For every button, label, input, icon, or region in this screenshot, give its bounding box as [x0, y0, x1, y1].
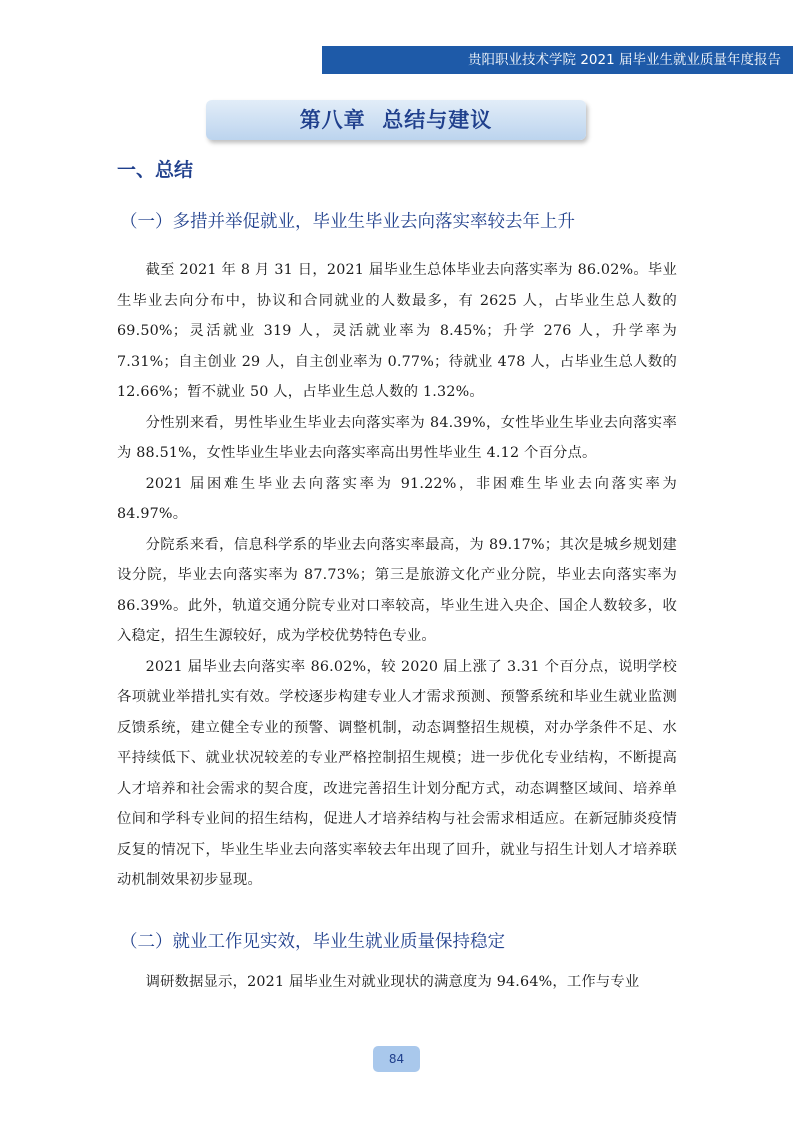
paragraph: 分性别来看，男性毕业生毕业去向落实率为 84.39%，女性毕业生毕业去向落实率为 88.51%，女性毕业生毕业去向落实率高出男性毕业生 4.12 个百分点。 [117, 414, 677, 461]
page-number-label: 84 [388, 1052, 405, 1066]
paragraph: 2021 届毕业去向落实率 86.02%，较 2020 届上涨了 3.31 个百分点，说明学校各项就业举措扎实有效。学校逐步构建专业人才需求预测、预警系统和毕业生就业监测反馈系统，建立健全专业的预警、调整机制，动态调整招生规模，对办学条件不足、水平持续低下、就业状况较差的专业严格控制招生规模；进一步优化专业结构，不断提高人才培养和社会需求的契合度，改进完善招生计划分配方式，动态调整区域间、培养单位间和学科专业间的招生结构，促进人才培养结构与社会需求相适应。在新冠肺炎疫情反复的情况下，毕业生毕业去向落实率较去年出现了回升，就业与招生计划人才培养联动机制效果初步显现。 [117, 658, 677, 888]
subsection-2-body [117, 967, 677, 998]
page-number [373, 1046, 420, 1072]
report-title: 贵阳职业技术学院 2021 届毕业生就业质量年度报告 [468, 52, 781, 68]
subsection-heading-2: （二）就业工作见实效，毕业生就业质量保持稳定 [120, 932, 505, 952]
paragraph: 截至 2021 年 8 月 31 日，2021 届毕业生总体毕业去向落实率为 86.02%。毕业生毕业去向分布中，协议和合同就业的人数最多，有 2625 人，占毕业生总人数的 69.50%；灵活就业 319 人，灵活就业率为 8.45%；升学 276 人，升学率为 7.31%；自主创业 29 人，自主创业率为 0.77%；待就业 478 人，占毕业生总人数的 12.66%；暂不就业 50 人，占毕业生总人数的 1.32%。 [117, 262, 677, 400]
paragraph: 2021 届困难生毕业去向落实率为 91.22%，非困难生毕业去向落实率为 84.97%。 [117, 475, 677, 522]
section-heading: 一、总结 [117, 159, 194, 181]
chapter-title-box [206, 100, 586, 140]
paragraph: 调研数据显示，2021 届毕业生对就业现状的满意度为 94.64%，工作与专业 [145, 974, 640, 990]
subsection-1-body [117, 255, 677, 896]
paragraph: 分院系来看，信息科学系的毕业去向落实率最高，为 89.17%；其次是城乡规划建设分院，毕业去向落实率为 87.73%；第三是旅游文化产业分院，毕业去向落实率为 86.39%。此外，轨道交通分院专业对口率较高，毕业生进入央企、国企人数较多，收入稳定，招生生源较好，成为学校优势特色专业。 [117, 536, 677, 644]
report-header-band [322, 46, 793, 74]
chapter-title: 第八章 总结与建议 [299, 108, 493, 132]
subsection-heading-1: （一）多措并举促就业，毕业生毕业去向落实率较去年上升 [120, 212, 575, 232]
